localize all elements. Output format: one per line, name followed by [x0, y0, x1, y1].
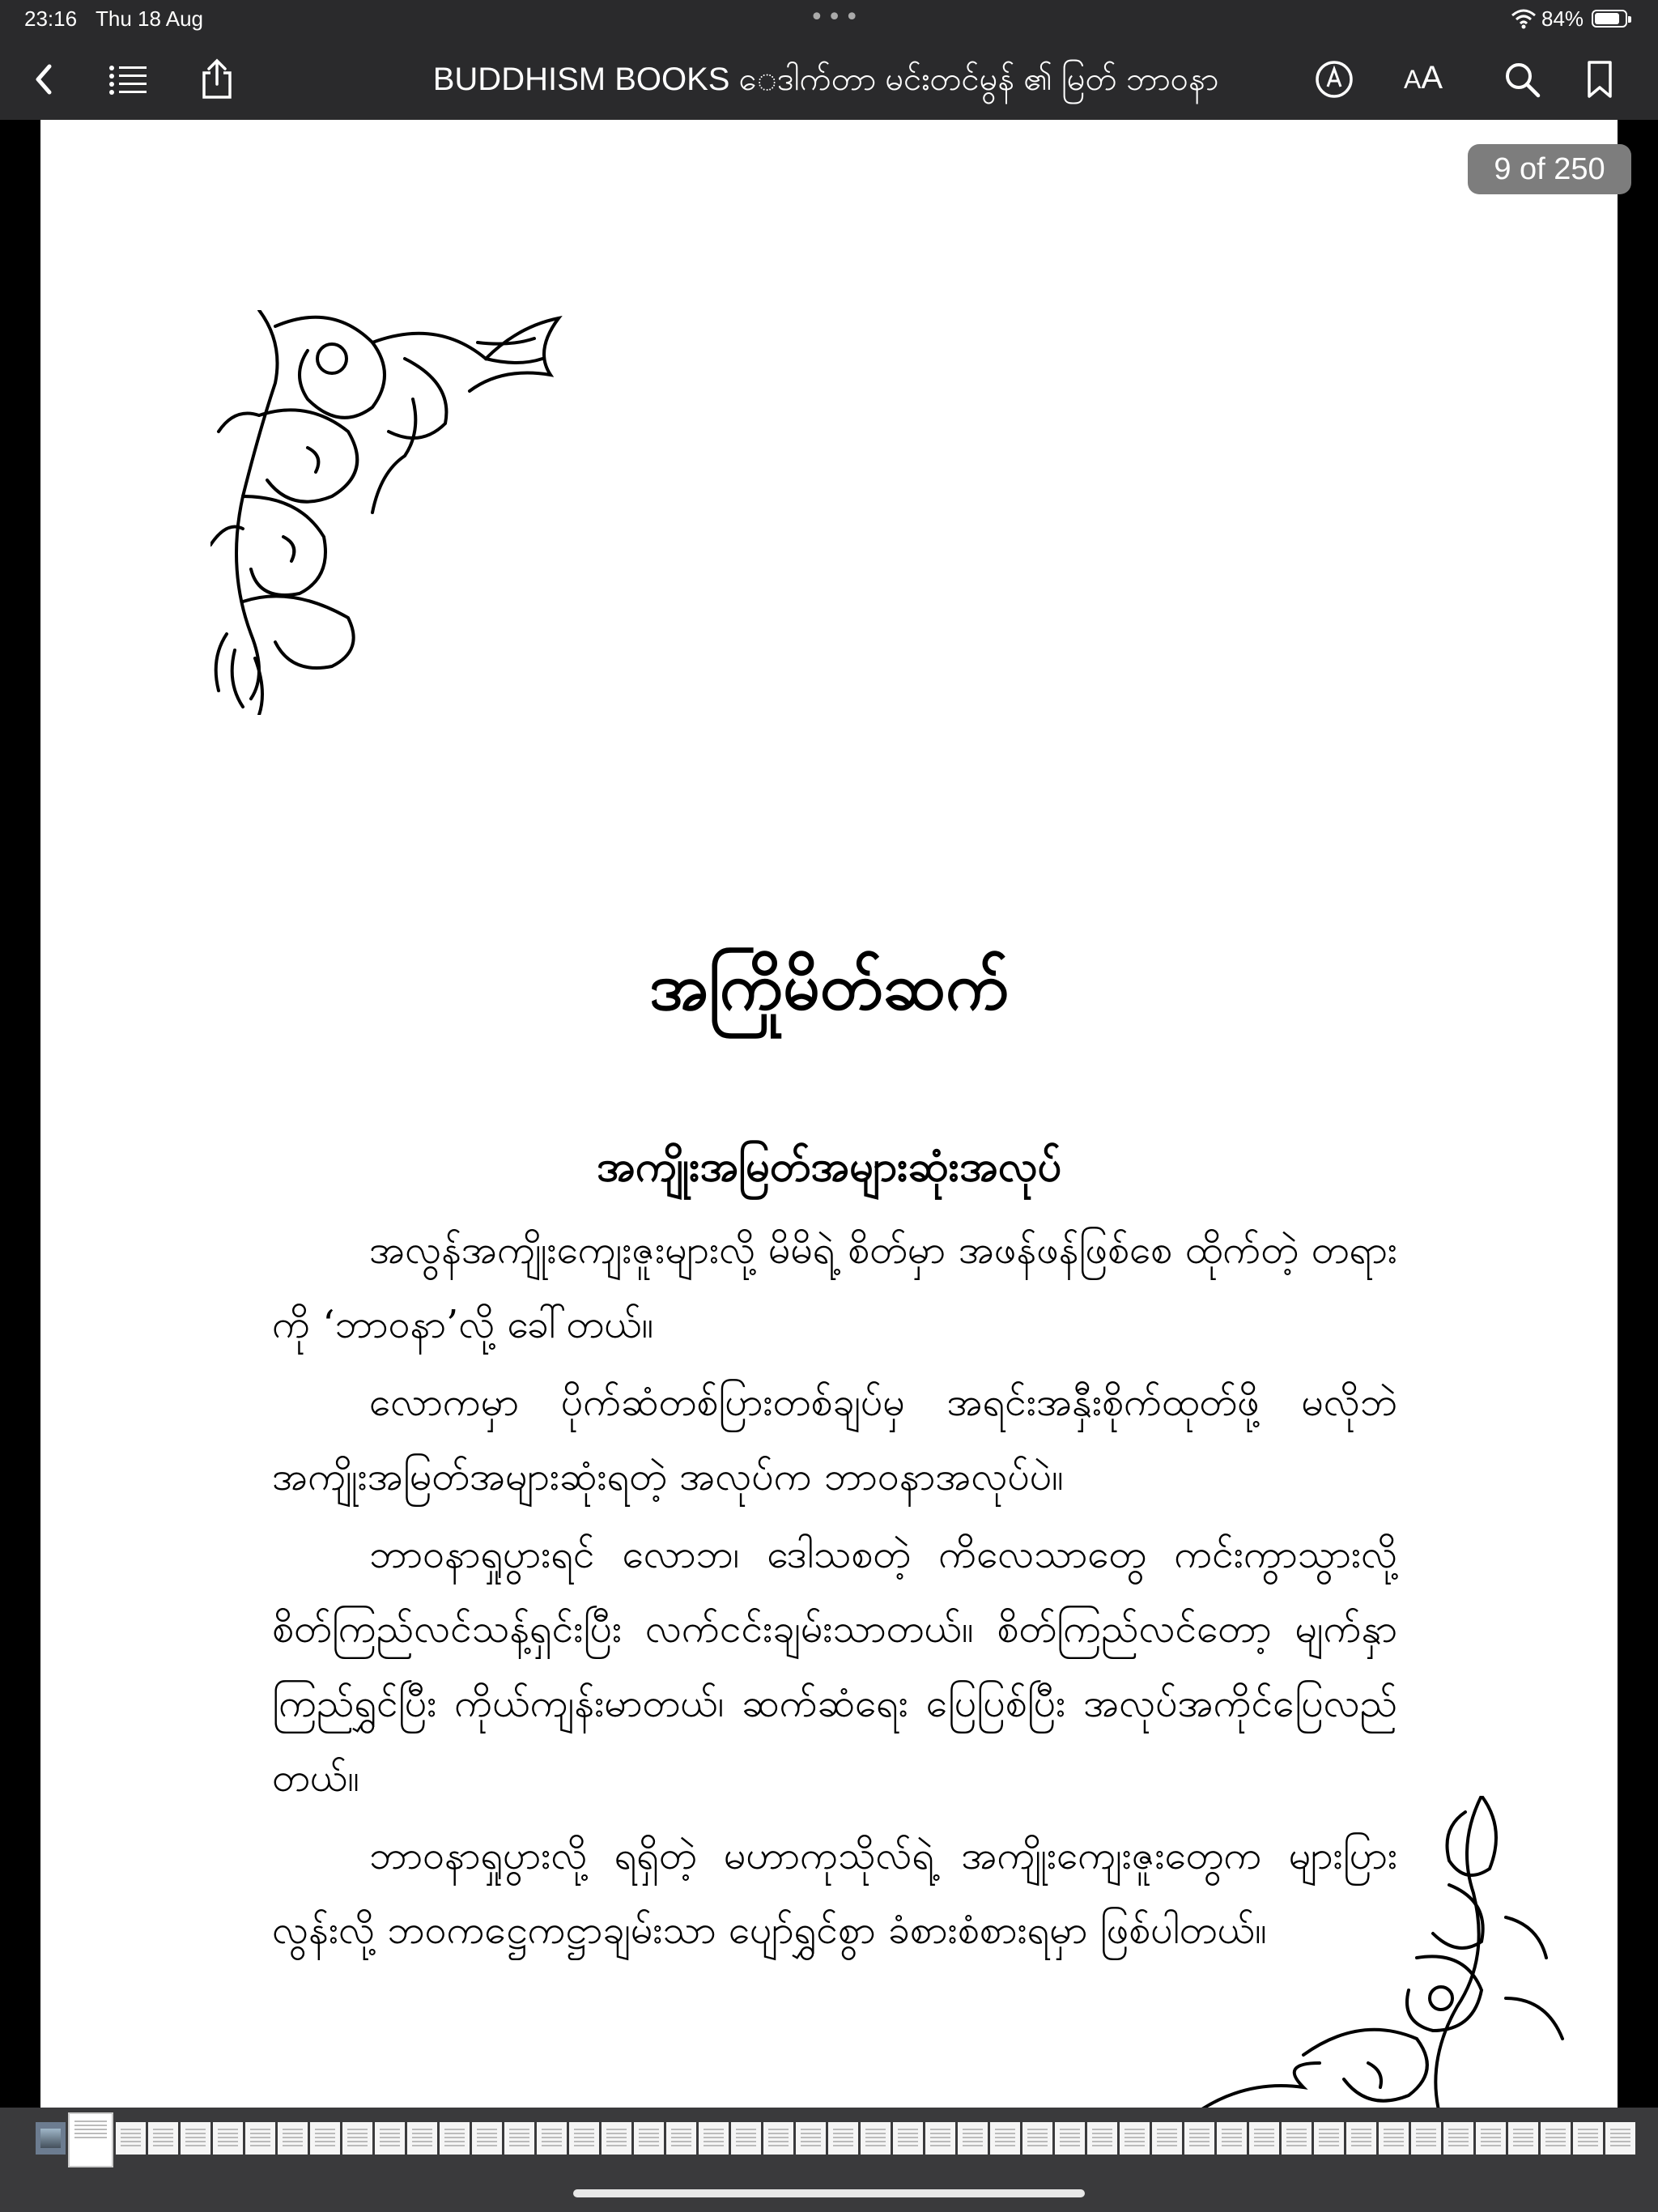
page-thumbnail[interactable] — [1476, 2122, 1506, 2155]
page-thumbnail[interactable] — [1022, 2122, 1052, 2155]
page-thumbnail[interactable] — [278, 2122, 308, 2155]
page-thumbnail[interactable] — [893, 2122, 923, 2155]
status-time: 23:16 — [24, 6, 78, 31]
book-page[interactable] — [40, 120, 1618, 2108]
paragraph: ဘာဝနာရှုပွားရင် လောဘ၊ ဒေါသစတဲ့ ကိလေသာတွေ ကင်းကွာသွားလို့ စိတ်ကြည်လင်သန့်ရှင်းပြီး လက်ငင်းချမ်းသာတယ်။ စိတ်ကြည်လင်တော့ မျက်နှာကြည်ရွှင်ပြီး ကိုယ်ကျန်းမာတယ်၊ ဆက်ဆံရေး ပြေပြစ်ပြီး အလုပ်အကိုင်ပြေလည်တယ်။ — [272, 1532, 1397, 1801]
battery-icon — [1592, 10, 1627, 28]
page-thumbnail[interactable] — [181, 2122, 210, 2155]
page-thumbnail[interactable] — [861, 2122, 891, 2155]
page-thumbnail[interactable] — [666, 2122, 696, 2155]
page-thumbnail[interactable] — [763, 2122, 793, 2155]
book-title: BUDDHISM BOOKS ေဒါက်တာ မင်းတင်မွန် ၏ မြတ် ဘာဝနာ — [432, 62, 1219, 97]
bookmark-icon[interactable] — [1577, 57, 1622, 102]
page-thumbnail[interactable] — [1184, 2122, 1214, 2155]
paragraph: လောကမှာ ပိုက်ဆံတစ်ပြားတစ်ချပ်မှ အရင်းအနှီးစိုက်ထုတ်ဖို့ မလိုဘဲ အကျိုးအမြတ်အများဆုံးရတဲ့ အလုပ်က ဘာဝနာအလုပ်ပဲ။ — [272, 1380, 1397, 1499]
page-thumbnail[interactable] — [1379, 2122, 1409, 2155]
paragraph: အလွန်အကျိုးကျေးဇူးများလို့ မိမိရဲ့ စိတ်မှာ အဖန်ဖန်ဖြစ်စေ ထိုက်တဲ့ တရားကို ‘ဘာဝနာ’လို့ ခေါ်တယ်။ — [272, 1227, 1397, 1347]
page-thumbnail[interactable] — [440, 2122, 470, 2155]
page-thumbnail[interactable] — [1508, 2122, 1538, 2155]
battery-percent: 84% — [1541, 6, 1584, 31]
paragraph: ဘာဝနာရှုပွားလို့ ရရှိတဲ့ မဟာကုသိုလ်ရဲ့ အကျိုးကျေးဇူးတွေက များပြားလွန်းလို့ ဘဝကဋ္ဌေကဋ္ဌာချမ်းသာ ပျော်ရွှင်စွာ ခံစားစံစားရမှာ ဖြစ်ပါတယ်။ — [272, 1833, 1397, 1953]
page-counter-badge: 9 of 250 — [1468, 144, 1631, 194]
page-thumbnail[interactable] — [1314, 2122, 1344, 2155]
reader-toolbar — [0, 39, 1658, 120]
markup-pen-icon[interactable] — [1312, 57, 1357, 102]
page-thumbnail[interactable] — [1087, 2122, 1117, 2155]
page-thumbnail[interactable] — [796, 2122, 826, 2155]
page-thumbnail[interactable] — [1411, 2122, 1441, 2155]
page-thumbnail[interactable] — [1249, 2122, 1279, 2155]
floral-corner-ornament-icon — [1182, 1796, 1571, 2108]
page-thumbnail[interactable] — [1573, 2122, 1603, 2155]
page-thumbnail[interactable] — [213, 2122, 243, 2155]
page-thumbnail[interactable] — [1282, 2122, 1312, 2155]
share-icon[interactable] — [194, 57, 240, 102]
page-thumbnail[interactable] — [1120, 2122, 1150, 2155]
page-thumbnail[interactable] — [342, 2122, 372, 2155]
floral-corner-ornament-icon — [210, 310, 623, 715]
page-thumbnail[interactable] — [537, 2122, 567, 2155]
page-thumbnail[interactable] — [634, 2122, 664, 2155]
status-bar — [0, 0, 1658, 39]
page-thumbnail[interactable] — [116, 2122, 146, 2155]
page-thumbnail[interactable] — [699, 2122, 729, 2155]
page-thumbnail[interactable] — [569, 2122, 599, 2155]
page-thumbnail[interactable] — [148, 2122, 178, 2155]
page-thumbnail[interactable] — [375, 2122, 405, 2155]
list-icon[interactable] — [105, 57, 151, 102]
page-thumbnail[interactable] — [472, 2122, 502, 2155]
page-thumbnail[interactable] — [407, 2122, 437, 2155]
page-thumbnail[interactable] — [310, 2122, 340, 2155]
section-heading: အကျိုးအမြတ်အများဆုံးအလုပ် — [596, 1142, 1062, 1191]
page-thumbnail[interactable] — [1055, 2122, 1085, 2155]
wifi-icon — [1511, 8, 1537, 29]
page-thumbnail[interactable] — [990, 2122, 1020, 2155]
page-thumbnail[interactable] — [36, 2122, 66, 2155]
status-date: Thu 18 Aug — [96, 6, 203, 31]
page-thumbnail[interactable] — [828, 2122, 858, 2155]
page-thumbnail[interactable] — [602, 2122, 631, 2155]
text-size-icon[interactable]: AA — [1404, 60, 1443, 96]
multitasking-dots-icon[interactable]: ••• — [810, 3, 863, 32]
battery-level — [1595, 13, 1619, 24]
search-icon[interactable] — [1499, 57, 1545, 102]
page-thumbnail[interactable] — [504, 2122, 534, 2155]
page-thumbnail[interactable] — [925, 2122, 955, 2155]
page-thumbnail[interactable] — [1443, 2122, 1473, 2155]
page-thumbnail[interactable] — [1217, 2122, 1247, 2155]
page-thumbnail[interactable] — [1152, 2122, 1182, 2155]
page-thumbnail[interactable] — [1541, 2122, 1571, 2155]
page-thumbnail[interactable] — [731, 2122, 761, 2155]
page-thumbnail[interactable] — [245, 2122, 275, 2155]
page-thumbnail-current[interactable] — [68, 2112, 113, 2167]
page-thumbnail[interactable] — [1346, 2122, 1376, 2155]
thumbnail-list[interactable] — [36, 2122, 1622, 2155]
home-indicator[interactable] — [573, 2189, 1085, 2197]
chapter-title: အကြိုမိတ်ဆက် — [648, 948, 1010, 1024]
back-chevron-icon[interactable] — [21, 57, 66, 102]
page-thumbnail[interactable] — [958, 2122, 988, 2155]
page-thumbnail[interactable] — [1605, 2122, 1635, 2155]
